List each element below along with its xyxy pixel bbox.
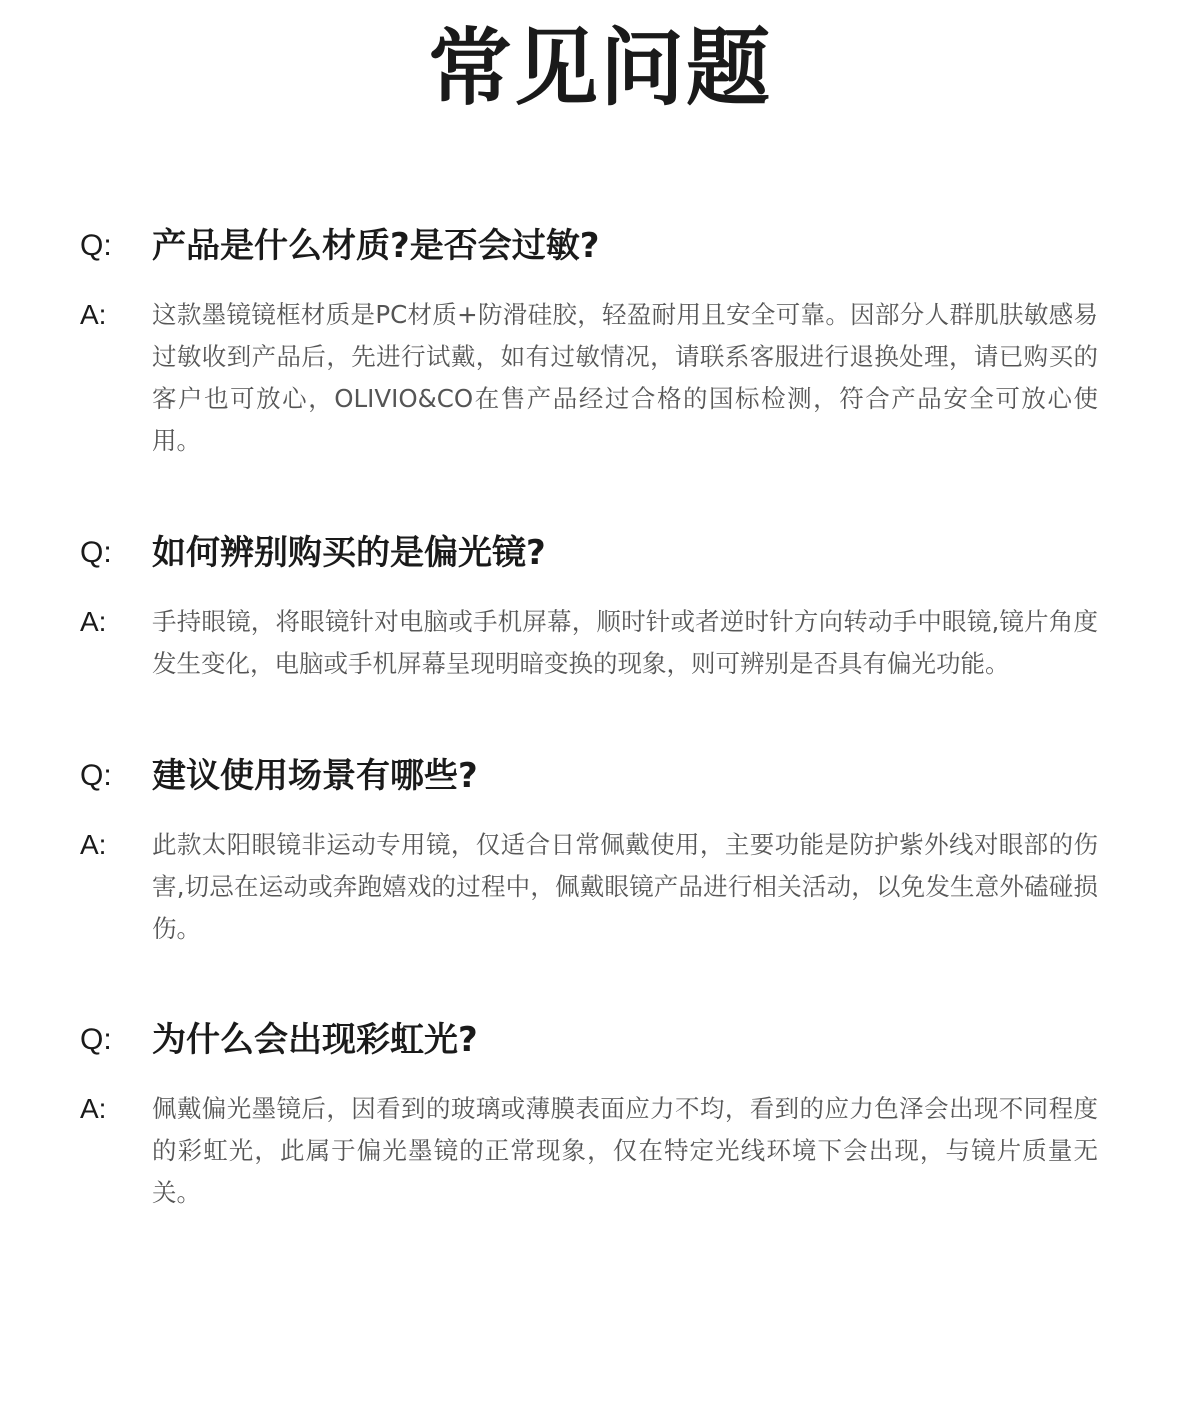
faq-answer-row bbox=[0, 601, 1200, 685]
answer-marker: A: bbox=[80, 606, 107, 637]
faq-question: 建议使用场景有哪些? bbox=[152, 756, 478, 796]
faq-question: 产品是什么材质?是否会过敏? bbox=[152, 226, 600, 266]
answer-marker: A: bbox=[80, 829, 107, 860]
faq-answer: 这款墨镜镜框材质是PC材质+防滑硅胶，轻盈耐用且安全可靠。因部分人群肌肤敏感易过敏收到产品后，先进行试戴，如有过敏情况，请联系客服进行退换处理，请已购买的客户也可放心，OLIVIO&CO在售产品经过合格的国标检测，符合产品安全可放心使用。 bbox=[152, 300, 1098, 455]
faq-item-4 bbox=[0, 1020, 1200, 1214]
faq-item-3 bbox=[0, 756, 1200, 950]
question-marker: Q: bbox=[80, 759, 112, 792]
question-marker: Q: bbox=[80, 229, 112, 262]
faq-question: 为什么会出现彩虹光? bbox=[152, 1020, 478, 1060]
faq-question-row bbox=[0, 1020, 1200, 1060]
answer-marker: A: bbox=[80, 1093, 107, 1124]
answer-marker: A: bbox=[80, 299, 107, 330]
question-marker: Q: bbox=[80, 1023, 112, 1056]
faq-answer: 此款太阳眼镜非运动专用镜，仅适合日常佩戴使用，主要功能是防护紫外线对眼部的伤害,切忌在运动或奔跑嬉戏的过程中，佩戴眼镜产品进行相关活动，以免发生意外磕碰损伤。 bbox=[152, 830, 1098, 943]
question-marker: Q: bbox=[80, 536, 112, 569]
faq-answer-row bbox=[0, 1088, 1200, 1214]
faq-answer-row bbox=[0, 294, 1200, 462]
faq-question-row bbox=[0, 756, 1200, 796]
faq-item-1 bbox=[0, 226, 1200, 462]
faq-answer: 手持眼镜，将眼镜针对电脑或手机屏幕，顺时针或者逆时针方向转动手中眼镜,镜片角度发生变化，电脑或手机屏幕呈现明暗变换的现象，则可辨别是否具有偏光功能。 bbox=[152, 607, 1098, 678]
page-title: 常见问题 bbox=[427, 19, 772, 117]
faq-answer: 佩戴偏光墨镜后，因看到的玻璃或薄膜表面应力不均，看到的应力色泽会出现不同程度的彩虹光，此属于偏光墨镜的正常现象，仅在特定光线环境下会出现，与镜片质量无关。 bbox=[152, 1094, 1098, 1207]
faq-question-row bbox=[0, 226, 1200, 266]
faq-question-row bbox=[0, 533, 1200, 573]
faq-item-2 bbox=[0, 533, 1200, 685]
faq-answer-row bbox=[0, 824, 1200, 950]
faq-question: 如何辨别购买的是偏光镜? bbox=[152, 533, 546, 573]
